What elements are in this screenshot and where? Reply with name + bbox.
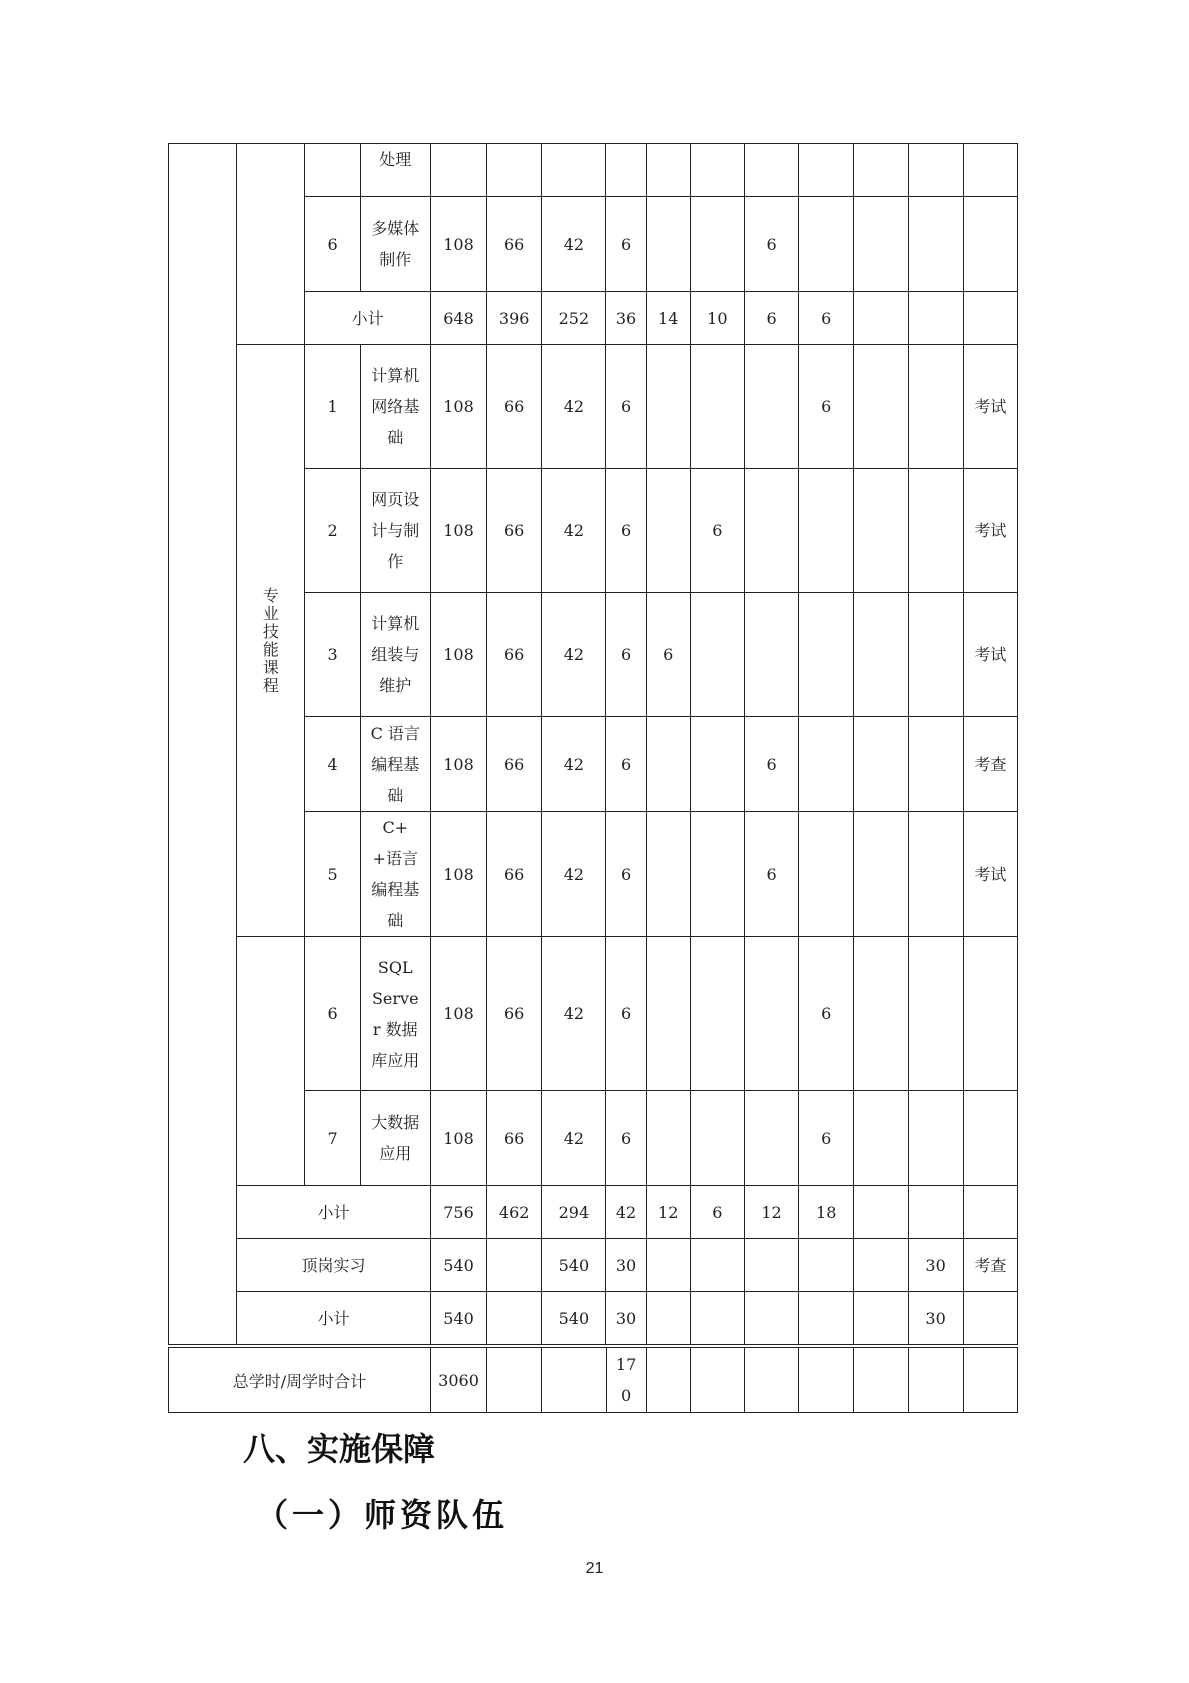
course-name: 计算机网络基础: [360, 345, 430, 469]
weekly-hours: 6: [606, 345, 646, 469]
course-name: 处理: [360, 144, 430, 197]
sem3-hours: 12: [744, 1186, 798, 1239]
category-cell: [169, 144, 237, 1345]
practice-hours: 42: [542, 469, 606, 593]
weekly-hours: 6: [606, 717, 646, 812]
total-hours: 540: [430, 1292, 486, 1345]
practice-hours: 42: [542, 197, 606, 292]
sem4-hours: 18: [799, 1186, 854, 1239]
weekly-hours: 36: [606, 292, 646, 345]
theory-hours: 66: [487, 1091, 542, 1186]
sem3-hours: 6: [744, 292, 798, 345]
total-hours: 108: [430, 197, 486, 292]
sem6-hours: 30: [908, 1292, 963, 1345]
theory-hours: 66: [487, 197, 542, 292]
course-name: 大数据应用: [360, 1091, 430, 1186]
total-hours: 108: [430, 812, 486, 937]
course-schedule-table: [168, 143, 1018, 1345]
total-hours: 756: [430, 1186, 486, 1239]
page-number: 21: [585, 1560, 604, 1577]
weekly-hours: 6: [606, 937, 646, 1091]
theory-hours: 66: [487, 469, 542, 593]
course-name: C 语言编程基础: [360, 717, 430, 812]
sem3-hours: 6: [744, 717, 798, 812]
theory-hours: 66: [487, 345, 542, 469]
sem4-hours: 6: [799, 292, 854, 345]
practice-hours: 42: [542, 345, 606, 469]
course-no: 3: [305, 593, 360, 717]
weekly-hours: 30: [606, 1292, 646, 1345]
internship-row: [169, 1239, 1018, 1292]
subtotal-label: 小计: [305, 292, 430, 345]
practice-hours: 42: [542, 717, 606, 812]
sem1-hours: 6: [646, 593, 690, 717]
practice-hours: 540: [542, 1292, 606, 1345]
total-hours: 108: [430, 717, 486, 812]
weekly-hours: 170: [606, 1348, 646, 1413]
assessment: 考试: [963, 593, 1017, 717]
total-hours: 540: [430, 1239, 486, 1292]
group-cell: [237, 937, 305, 1186]
table-row: [169, 345, 1018, 469]
group-cell: [237, 144, 305, 345]
weekly-hours: 6: [606, 469, 646, 593]
weekly-hours: 30: [606, 1239, 646, 1292]
course-name: C++语言编程基础: [360, 812, 430, 937]
course-name: SQL Server 数据库应用: [360, 937, 430, 1091]
skill-group-label: 专业技能课程: [237, 345, 305, 937]
sem4-hours: 6: [799, 345, 854, 469]
course-no: 5: [305, 812, 360, 937]
course-name: 网页设计与制作: [360, 469, 430, 593]
course-no: 6: [305, 937, 360, 1091]
weekly-hours: 6: [606, 197, 646, 292]
total-hours: 108: [430, 1091, 486, 1186]
theory-hours: 66: [487, 812, 542, 937]
sem4-hours: 6: [799, 937, 854, 1091]
theory-hours: 66: [487, 593, 542, 717]
theory-hours: 462: [487, 1186, 542, 1239]
sem2-hours: 6: [690, 469, 744, 593]
course-no: 1: [305, 345, 360, 469]
sem2-hours: 10: [690, 292, 744, 345]
course-no: 7: [305, 1091, 360, 1186]
course-no: 4: [305, 717, 360, 812]
assessment: 考查: [963, 1239, 1017, 1292]
total-hours: 108: [430, 345, 486, 469]
subsection-heading: （一）师资队伍: [256, 1496, 509, 1534]
total-hours: 648: [430, 292, 486, 345]
section-heading: 八、实施保障: [243, 1430, 436, 1468]
course-name: 计算机组装与维护: [360, 593, 430, 717]
grand-total-row: [169, 1348, 1018, 1413]
weekly-hours: 6: [606, 1091, 646, 1186]
grand-total-table: [168, 1347, 1018, 1413]
practice-hours: 42: [542, 593, 606, 717]
course-name: 多媒体制作: [360, 197, 430, 292]
subtotal-row: [169, 1292, 1018, 1345]
assessment: 考试: [963, 812, 1017, 937]
sem2-hours: 6: [690, 1186, 744, 1239]
weekly-hours: 42: [606, 1186, 646, 1239]
assessment: 考试: [963, 345, 1017, 469]
sem3-hours: 6: [744, 197, 798, 292]
practice-hours: 540: [542, 1239, 606, 1292]
theory-hours: 396: [487, 292, 542, 345]
assessment: 考查: [963, 717, 1017, 812]
course-no: [305, 144, 360, 197]
sem4-hours: 6: [799, 1091, 854, 1186]
table-row: [169, 144, 1018, 197]
assessment: 考试: [963, 469, 1017, 593]
table-row: [169, 937, 1018, 1091]
internship-label: 顶岗实习: [237, 1239, 431, 1292]
sem6-hours: 30: [908, 1239, 963, 1292]
practice-hours: 42: [542, 1091, 606, 1186]
weekly-hours: 6: [606, 812, 646, 937]
weekly-hours: 6: [606, 593, 646, 717]
theory-hours: 66: [487, 717, 542, 812]
sem1-hours: 14: [646, 292, 690, 345]
subtotal-label: 小计: [237, 1292, 431, 1345]
practice-hours: 42: [542, 812, 606, 937]
sem1-hours: 12: [646, 1186, 690, 1239]
course-no: 2: [305, 469, 360, 593]
subtotal-row: [169, 1186, 1018, 1239]
practice-hours: 42: [542, 937, 606, 1091]
practice-hours: 294: [542, 1186, 606, 1239]
grand-total-label: 总学时/周学时合计: [169, 1348, 431, 1413]
sem3-hours: 6: [744, 812, 798, 937]
course-no: 6: [305, 197, 360, 292]
total-hours: 108: [430, 469, 486, 593]
theory-hours: 66: [487, 937, 542, 1091]
practice-hours: 252: [542, 292, 606, 345]
total-hours: 108: [430, 593, 486, 717]
total-hours: 3060: [430, 1348, 486, 1413]
total-hours: 108: [430, 937, 486, 1091]
subtotal-label: 小计: [237, 1186, 431, 1239]
